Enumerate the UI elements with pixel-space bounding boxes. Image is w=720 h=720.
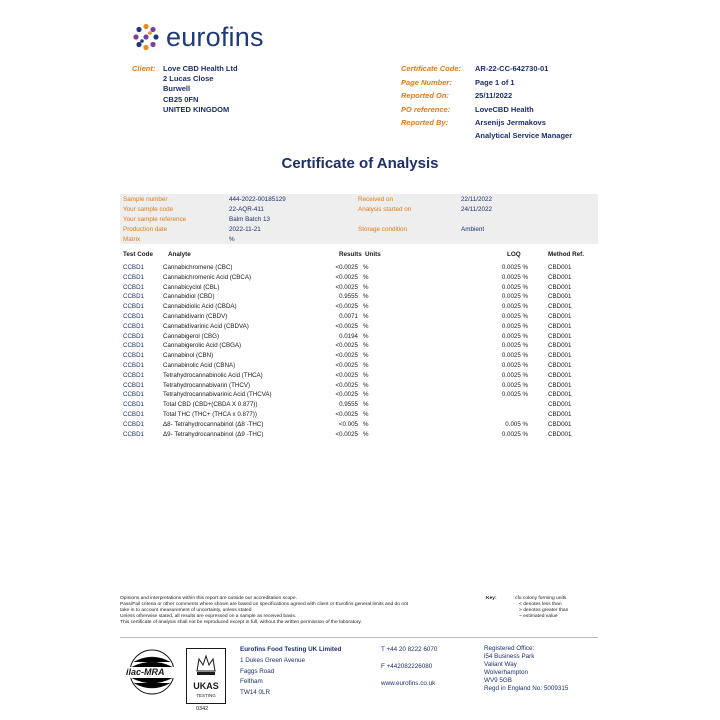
unit-cell: %: [363, 391, 369, 399]
table-row: [0, 323, 720, 333]
footer-notes: [120, 596, 480, 626]
table-row: [0, 352, 720, 362]
analyte-cell: Cannabinolic Acid (CBNA): [163, 361, 236, 369]
analyte-cell: Cannabigerolic Acid (CBGA): [163, 342, 242, 350]
cert-label: Reported On:: [401, 91, 449, 100]
key-line: < denotes less than: [519, 602, 562, 608]
lab-address-line: Faggs Road: [240, 667, 275, 675]
result-cell: <0.005: [338, 420, 358, 428]
cert-value: Page 1 of 1: [475, 77, 515, 87]
footer-note: Unless otherwise stated, all results are expressed on a sample as received basis.: [120, 614, 297, 620]
analyte-cell: Cannabigerol (CBG): [163, 332, 220, 340]
key-line: cfu colony forming units: [515, 596, 567, 601]
result-cell: <0.0025: [335, 430, 358, 438]
lab-contact: [381, 646, 437, 687]
result-cell: <0.0025: [335, 303, 358, 311]
analyte-cell: Tetrahydrocannabinolic Acid (THCA): [163, 371, 263, 379]
ilac-text: ilac-MRA: [126, 667, 165, 677]
sample-label: Analysis started on: [358, 206, 412, 213]
loq-cell: 0.0025 %: [501, 332, 528, 340]
reg-line: Valiant Way: [484, 660, 517, 668]
table-row: [0, 382, 720, 392]
key-line: > denotes greater than: [519, 608, 569, 614]
lab-website[interactable]: www.eurofins.co.uk: [381, 680, 436, 687]
table-row: [0, 411, 720, 421]
loq-cell: 0.0025 %: [501, 283, 528, 291]
test-code-cell: CCBD1: [123, 420, 144, 428]
unit-cell: %: [363, 283, 369, 291]
unit-cell: %: [363, 312, 369, 320]
cert-row: [401, 118, 601, 140]
table-row: [0, 284, 720, 294]
method-cell: CBD001: [548, 361, 572, 369]
footer-note: take in to account measurement of uncertainty, unless stated: [120, 608, 252, 614]
test-code-cell: CCBD1: [123, 401, 144, 409]
result-cell: 0.9555: [339, 293, 358, 301]
sample-value: 22-AQR-411: [229, 206, 264, 213]
result-cell: <0.0025: [335, 322, 358, 330]
client-address: [163, 64, 303, 115]
method-cell: CBD001: [548, 332, 572, 340]
sample-label: Production date: [123, 226, 168, 233]
lab-name: Eurofins Food Testing UK Limited: [240, 646, 342, 653]
table-row: [0, 303, 720, 313]
loq-cell: 0.0025 %: [501, 293, 528, 301]
method-cell: CBD001: [548, 371, 572, 379]
table-row: [0, 421, 720, 431]
reg-line: i54 Business Park: [484, 652, 535, 660]
sample-value: %: [229, 236, 235, 243]
ilac-mra-logo: [122, 648, 182, 700]
cert-value: LoveCBD Health: [475, 104, 534, 114]
loq-cell: 0.0025 %: [501, 322, 528, 330]
cert-row: [401, 105, 601, 119]
reporter-role: Analytical Service Manager: [475, 131, 573, 140]
header-results: Results: [339, 251, 362, 258]
cert-value: AR-22-CC-642730-01: [475, 64, 549, 73]
method-cell: CBD001: [548, 322, 572, 330]
loq-cell: 0.0025 %: [501, 430, 528, 438]
key-title: Key:: [486, 596, 497, 601]
certificate-info: [401, 64, 601, 140]
loq-cell: 0.0025 %: [501, 303, 528, 311]
method-cell: CBD001: [548, 381, 572, 389]
unit-cell: %: [363, 361, 369, 369]
table-row: [0, 372, 720, 382]
table-row: [0, 333, 720, 343]
ukas-text: UKAS: [193, 681, 219, 691]
method-cell: CBD001: [548, 410, 572, 418]
footer-note: Opinions and interpretations within this report are outside our accreditation scope.: [120, 596, 297, 601]
method-cell: CBD001: [548, 293, 572, 301]
address-line: CB25 0FN: [163, 94, 199, 104]
sample-label: Your sample code: [123, 206, 174, 213]
analyte-cell: Δ8- Tetrahydrocannabinol (Δ8 -THC): [163, 420, 264, 428]
unit-cell: %: [363, 430, 369, 438]
method-cell: CBD001: [548, 401, 572, 409]
test-code-cell: CCBD1: [123, 303, 144, 311]
analyte-cell: Tetrahydrocannabivarinic Acid (THCVA): [163, 391, 272, 399]
lab-address-line: Feltham: [240, 678, 263, 686]
cert-value: 25/11/2022: [475, 91, 513, 100]
result-cell: <0.0025: [335, 410, 358, 418]
unit-cell: %: [363, 332, 369, 340]
analyte-cell: Cannabidivarinic Acid (CBDVA): [163, 322, 249, 330]
analyte-cell: Cannabidiol (CBD): [163, 293, 215, 301]
test-code-cell: CCBD1: [123, 430, 144, 438]
table-row: [0, 342, 720, 352]
accreditation-number: 0342: [196, 706, 209, 712]
sample-label: Sample number: [123, 196, 168, 203]
loq-cell: 0.0025 %: [501, 391, 528, 399]
result-cell: <0.0025: [335, 371, 358, 379]
cert-label: PO reference:: [401, 104, 451, 114]
method-cell: CBD001: [548, 264, 572, 271]
analyte-cell: Cannabichromene (CBC): [163, 264, 233, 271]
method-cell: CBD001: [548, 283, 572, 291]
result-cell: <0.0025: [335, 273, 358, 281]
test-code-cell: CCBD1: [123, 361, 144, 369]
table-row: [0, 401, 720, 411]
analyte-cell: Tetrahydrocannabivarin (THCV): [163, 381, 251, 389]
footer-divider: [120, 637, 598, 638]
loq-cell: 0.005 %: [505, 420, 528, 428]
result-cell: <0.0025: [335, 283, 358, 291]
registered-office: [484, 645, 568, 692]
method-cell: CBD001: [548, 391, 572, 399]
header-method: Method Ref.: [548, 251, 585, 258]
table-row: [0, 362, 720, 372]
result-cell: 0.0194: [339, 332, 358, 340]
method-cell: CBD001: [548, 352, 572, 360]
sample-value: 2022-11-21: [229, 226, 261, 233]
result-cell: <0.0025: [335, 381, 358, 389]
eurofins-logo: [132, 20, 264, 54]
unit-cell: %: [363, 420, 369, 428]
lab-address: [240, 656, 305, 698]
analyte-cell: Cannabinol (CBN): [163, 352, 214, 360]
test-code-cell: CCBD1: [123, 381, 144, 389]
header-test-code: Test Code: [123, 251, 153, 258]
reg-line: Regd in England No: 5009315: [484, 684, 569, 692]
test-code-cell: CCBD1: [123, 352, 144, 360]
table-row: [0, 313, 720, 323]
loq-cell: 0.0025 %: [501, 381, 528, 389]
unit-cell: %: [363, 264, 369, 271]
test-code-cell: CCBD1: [123, 273, 144, 281]
sample-value: 444-2022-00185129: [229, 196, 286, 203]
test-code-cell: CCBD1: [123, 322, 144, 330]
sample-label: Matrix: [123, 236, 141, 243]
sample-label: Storage condition: [358, 226, 408, 233]
loq-cell: 0.0025 %: [501, 352, 528, 360]
result-cell: 0.9555: [339, 401, 358, 409]
method-cell: CBD001: [548, 303, 572, 311]
unit-cell: %: [363, 322, 369, 330]
sample-value: 24/11/2022: [461, 206, 493, 213]
loq-cell: 0.0025 %: [501, 342, 528, 350]
cert-row: [401, 91, 601, 105]
footer-note: Pass/Fail criteria or other comments where shown are based on specifications agreed with client or Eurofins general limits and do not: [120, 602, 409, 608]
client-label: Client:: [132, 64, 156, 73]
sample-value: Ambient: [461, 226, 485, 233]
table-row: [0, 391, 720, 401]
analyte-cell: Cannabicyclol (CBL): [163, 283, 220, 291]
unit-cell: %: [363, 273, 369, 281]
page-title: Certificate of Analysis: [281, 155, 439, 172]
cert-label: Page Number:: [401, 77, 452, 87]
test-code-cell: CCBD1: [123, 312, 144, 320]
cert-label: Reported By:: [401, 118, 449, 127]
loq-cell: 0.0025 %: [501, 264, 528, 271]
result-cell: <0.0025: [335, 391, 358, 399]
lab-address-line: 1 Dukes Green Avenue: [240, 657, 305, 664]
lab-phone: T +44 20 8222 6070: [381, 646, 438, 653]
lab-fax: F +442082226080: [381, 663, 433, 670]
unit-cell: %: [363, 410, 369, 418]
unit-cell: %: [363, 293, 369, 301]
test-code-cell: CCBD1: [123, 283, 144, 291]
analyte-cell: Δ9- Tetrahydrocannabinol (Δ9 -THC): [163, 430, 264, 438]
reg-line: WV9 5GB: [484, 676, 512, 684]
sample-label: Your sample reference: [123, 216, 187, 223]
unit-cell: %: [363, 401, 369, 409]
footer-note: This certificate of analysis shall not be reproduced except in full, without the written permission of the laboratory.: [120, 620, 362, 626]
ukas-sub: TESTING: [196, 693, 216, 698]
test-code-cell: CCBD1: [123, 264, 144, 271]
analyte-cell: Total CBD (CBD+(CBDA X 0.877)): [163, 401, 258, 409]
unit-cell: %: [363, 371, 369, 379]
ukas-logo: [186, 648, 226, 704]
result-cell: <0.0025: [335, 361, 358, 369]
analyte-cell: Cannabidiolic Acid (CBDA): [163, 303, 237, 311]
loq-cell: 0.0025 %: [501, 312, 528, 320]
address-line: Burwell: [163, 84, 191, 94]
test-code-cell: CCBD1: [123, 293, 144, 301]
table-row: [0, 274, 720, 284]
test-code-cell: CCBD1: [123, 342, 144, 350]
header-units: Units: [365, 251, 381, 258]
analyte-cell: Total THC (THC+ (THCA x 0.877)): [163, 410, 257, 418]
results-table: [0, 264, 720, 440]
method-cell: CBD001: [548, 273, 572, 281]
cert-label: Certificate Code:: [401, 64, 462, 73]
sample-value: Balm Batch 13: [229, 216, 270, 223]
reg-line: Registered Office:: [484, 645, 535, 652]
table-row: [0, 293, 720, 303]
method-cell: CBD001: [548, 430, 572, 438]
lab-address-line: TW14 0LR: [240, 688, 271, 696]
analyte-cell: Cannabidivarin (CBDV): [163, 312, 228, 320]
sample-info: [120, 194, 598, 244]
analyte-cell: Cannabichromenic Acid (CBCA): [163, 273, 252, 281]
loq-cell: 0.0025 %: [501, 371, 528, 379]
table-row: [0, 264, 720, 274]
unit-cell: %: [363, 303, 369, 311]
cert-value: Arsenijs Jermakovs: [475, 118, 546, 127]
loq-cell: 0.0025 %: [501, 273, 528, 281]
result-cell: <0.0025: [335, 342, 358, 350]
crown-icon: [187, 651, 225, 681]
key-line: ~ estimated value: [519, 614, 558, 620]
unit-cell: %: [363, 342, 369, 350]
logo-text: eurofins: [166, 21, 264, 52]
cert-row: [401, 78, 601, 92]
method-cell: CBD001: [548, 420, 572, 428]
cert-row: [401, 64, 601, 78]
method-cell: CBD001: [548, 312, 572, 320]
test-code-cell: CCBD1: [123, 371, 144, 379]
address-line: UNITED KINGDOM: [163, 104, 230, 114]
test-code-cell: CCBD1: [123, 410, 144, 418]
test-code-cell: CCBD1: [123, 332, 144, 340]
address-line: 2 Lucas Close: [163, 74, 214, 84]
sample-value: 22/11/2022: [461, 196, 493, 203]
address-line: Love CBD Health Ltd: [163, 64, 238, 73]
unit-cell: %: [363, 381, 369, 389]
header-analyte: Analyte: [168, 251, 191, 258]
test-code-cell: CCBD1: [123, 391, 144, 399]
header-loq: LOQ: [507, 251, 521, 258]
eurofins-dots-icon: [132, 23, 160, 51]
result-cell: 0.0071: [339, 312, 358, 320]
table-row: [0, 431, 720, 441]
loq-cell: 0.0025 %: [501, 361, 528, 369]
method-cell: CBD001: [548, 342, 572, 350]
reg-line: Wolverhampton: [484, 668, 528, 676]
result-cell: <0.0025: [335, 352, 358, 360]
sample-label: Received on: [358, 196, 394, 203]
unit-cell: %: [363, 352, 369, 360]
result-cell: <0.0025: [335, 264, 358, 271]
